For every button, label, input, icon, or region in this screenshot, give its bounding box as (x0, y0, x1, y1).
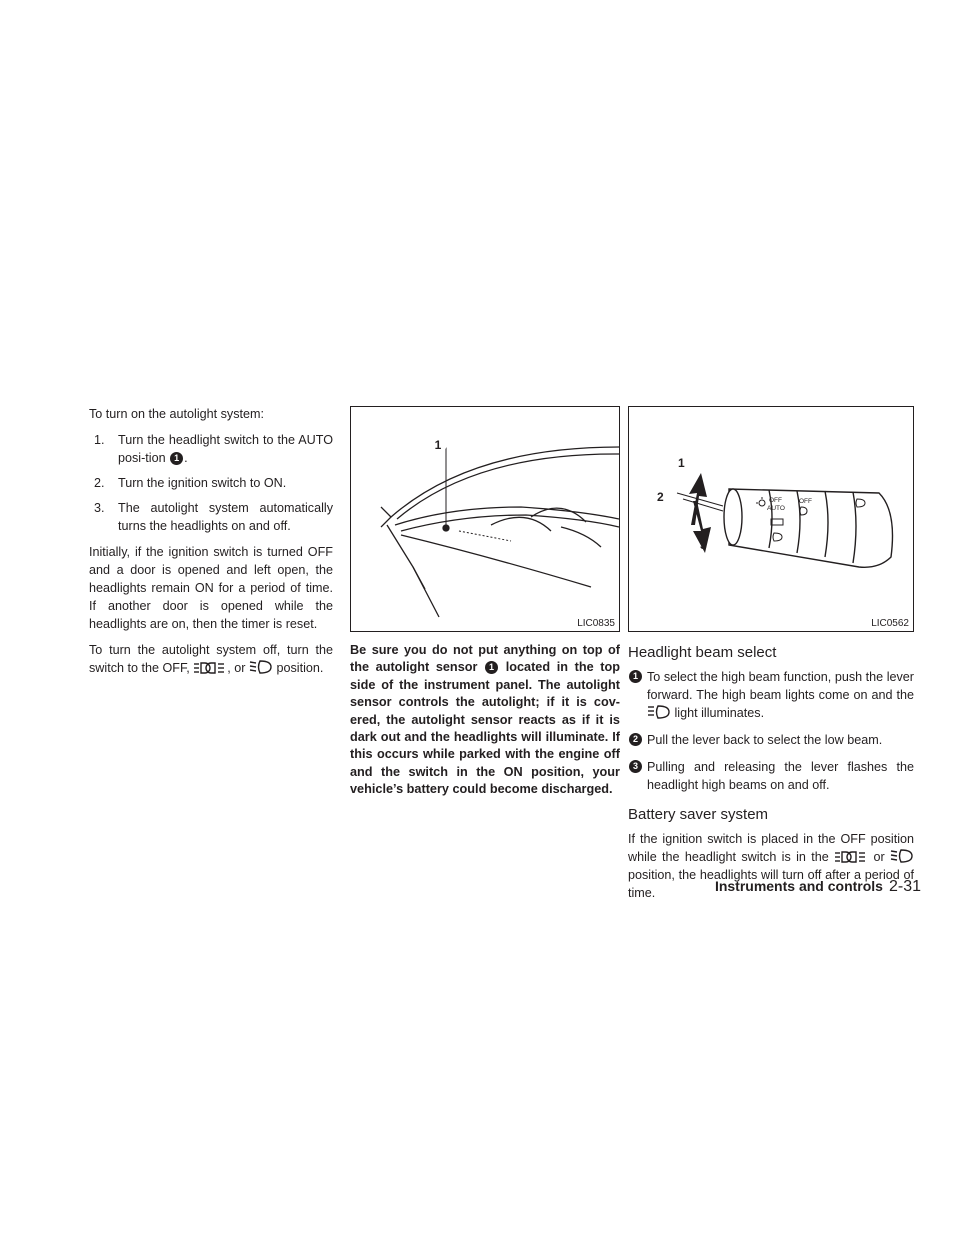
para-text: position, the headlights will turn off after a period of time. (628, 868, 914, 900)
switch-label-off-2: OFF (799, 498, 812, 505)
para-text: position. (276, 661, 324, 675)
intro-text: To turn on the autolight system: (89, 407, 265, 421)
fig2-callout: 2 (657, 490, 664, 504)
callout-2-marker: 2 (629, 733, 642, 746)
headlight-icon (890, 848, 914, 864)
dashboard-illustration (351, 407, 619, 631)
step-text: Turn the ignition switch to ON. (118, 476, 287, 490)
beam-item-2 (628, 731, 914, 749)
autolight-sensor-figure (350, 406, 620, 632)
timer-paragraph: Initially, if the ignition switch is turned OFF and a door is opened and left open, the headlights remain ON for a period of time. If another door is opened while the headlights are on, then the timer is reset. (89, 545, 333, 631)
page-number: 2-31 (888, 878, 921, 895)
item-text: light illuminates. (674, 706, 765, 720)
step-1 (89, 431, 333, 467)
callout-1-marker: 1 (629, 670, 642, 683)
para-text: If the ignition switch is placed in the OFF position while the headlight switch is in the (628, 832, 914, 864)
lever-illustration (629, 407, 913, 631)
para-text: , or (227, 661, 246, 675)
autolight-off-paragraph (89, 641, 333, 677)
switch-label-off: OFF (769, 497, 782, 504)
step-number: 1. (94, 433, 105, 447)
callout-3-marker: 3 (629, 760, 642, 773)
headlight-icon (249, 659, 273, 675)
parking-lights-icon (834, 850, 868, 864)
figure-code: LIC0835 (577, 618, 615, 629)
step-number: 3. (94, 501, 105, 515)
callout-1-marker: 1 (485, 661, 498, 674)
beam-item-1 (628, 668, 914, 722)
headlight-lever-figure (628, 406, 914, 632)
beam-item-3 (628, 758, 914, 794)
step-number: 2. (94, 476, 105, 490)
warning-text (350, 642, 620, 799)
battery-saver-heading: Battery saver system (628, 806, 769, 823)
section-name: Instruments and controls (714, 878, 883, 894)
item-text: To select the high beam function, push the lever forward. The high beam lights come on and the (647, 670, 914, 702)
item-text: Pulling and releasing the lever flashes the headlight high beams on and off. (647, 760, 914, 792)
item-text: Pull the lever back to select the low beam. (647, 733, 883, 747)
figure-code: LIC0562 (871, 618, 909, 629)
para-text: or (873, 850, 885, 864)
column-3 (628, 406, 914, 910)
step-text-end: . (184, 451, 188, 465)
autolight-steps (89, 431, 333, 535)
step-2 (89, 474, 333, 492)
step-text: The autolight system automatically turns the headlights on and off. (118, 501, 333, 533)
page-footer (706, 878, 921, 896)
headlight-beam-heading: Headlight beam select (628, 644, 777, 661)
fig2-callout: 1 (678, 456, 685, 470)
high-beam-icon (647, 704, 671, 720)
column-2 (350, 406, 620, 799)
beam-items (628, 668, 914, 794)
switch-label-auto: AUTO (767, 505, 785, 512)
step-text: Turn the headlight switch to the AUTO posi-tion (118, 433, 333, 465)
para-text: To turn the autolight system off, turn the switch to the OFF, (89, 643, 333, 675)
fig2-callout: 3 (700, 538, 707, 552)
parking-lights-icon (193, 661, 227, 675)
step-3 (89, 499, 333, 535)
callout-1-marker: 1 (170, 452, 183, 465)
warning-part: Be sure you do not put anything on top of the autolight sensor (350, 643, 620, 675)
fig1-callout: 1 (434, 438, 442, 452)
column-1 (89, 405, 333, 685)
warning-part: located in the top side of the instrument panel. The autolight sensor controls the autolight; if it is cov-ered, the autolight sensor reacts as if it is dark out and the headlights will illuminate. If this occurs while parked with the engine off and the switch in the ON position, your vehicle’s battery could become discharged. (350, 660, 620, 797)
